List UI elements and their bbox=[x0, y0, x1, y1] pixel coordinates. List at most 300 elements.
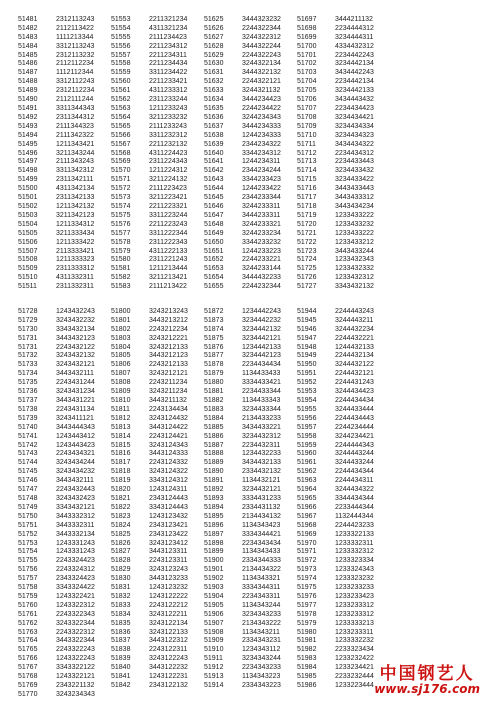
table-row bbox=[111, 307, 204, 316]
table-row bbox=[18, 149, 111, 158]
table-row bbox=[111, 396, 204, 405]
row-number: 51976 bbox=[297, 592, 317, 600]
row-value: 3434433221 bbox=[242, 423, 281, 431]
row-number: 51755 bbox=[18, 557, 38, 565]
row-number: 51751 bbox=[18, 521, 38, 529]
table-row bbox=[18, 166, 111, 175]
table-row bbox=[204, 175, 297, 184]
row-number: 51503 bbox=[18, 211, 38, 219]
table-row bbox=[297, 654, 390, 663]
table-row bbox=[18, 681, 111, 690]
row-number: 51486 bbox=[18, 60, 38, 68]
row-number: 51572 bbox=[111, 185, 131, 193]
row-number: 51809 bbox=[111, 388, 131, 396]
row-value: 3244233321 bbox=[242, 220, 281, 228]
table-row bbox=[204, 264, 297, 273]
row-number: 51640 bbox=[204, 149, 224, 157]
row-value: 1233332232 bbox=[335, 637, 374, 645]
row-number: 51581 bbox=[111, 265, 131, 273]
row-value: 4311233312 bbox=[149, 87, 188, 95]
table-row bbox=[18, 33, 111, 42]
row-number: 51562 bbox=[111, 96, 131, 104]
row-value: 3234343233 bbox=[242, 610, 281, 618]
table-row bbox=[18, 378, 111, 387]
row-number: 51643 bbox=[204, 176, 224, 184]
row-value: 2112112234 bbox=[56, 60, 94, 68]
table-row bbox=[111, 423, 204, 432]
row-number: 51508 bbox=[18, 256, 38, 264]
table-row bbox=[204, 343, 297, 352]
table-row bbox=[111, 352, 204, 361]
row-number: 51729 bbox=[18, 316, 38, 324]
row-value: 3334431233 bbox=[242, 494, 281, 502]
row-number: 51568 bbox=[111, 149, 131, 157]
row-value: 2244432134 bbox=[335, 352, 374, 360]
table-row bbox=[297, 423, 390, 432]
row-number: 51563 bbox=[111, 105, 131, 113]
table-row bbox=[297, 15, 390, 24]
table-row bbox=[111, 672, 204, 681]
table-column bbox=[111, 307, 204, 699]
row-number: 51699 bbox=[297, 33, 317, 41]
table-row bbox=[111, 387, 204, 396]
row-value: 2244322243 bbox=[242, 51, 281, 59]
row-value: 3211224132 bbox=[149, 176, 188, 184]
site-watermark bbox=[374, 663, 480, 697]
row-number: 51757 bbox=[18, 575, 38, 583]
row-number: 51639 bbox=[204, 140, 224, 148]
row-number: 51559 bbox=[111, 69, 131, 77]
table-column bbox=[204, 307, 297, 699]
row-number: 51743 bbox=[18, 450, 38, 458]
row-value: 1112112344 bbox=[56, 69, 94, 77]
row-number: 51718 bbox=[297, 202, 317, 210]
row-value: 3243432121 bbox=[56, 361, 95, 369]
row-value: 2111342322 bbox=[56, 131, 94, 139]
row-number: 51819 bbox=[111, 477, 131, 485]
row-value: 1233233233 bbox=[335, 584, 374, 592]
row-value: 3234434323 bbox=[335, 131, 374, 139]
table-row bbox=[297, 282, 390, 291]
row-number: 51505 bbox=[18, 229, 38, 237]
row-number: 51975 bbox=[297, 584, 317, 592]
row-number: 51570 bbox=[111, 167, 131, 175]
row-value: 3443432123 bbox=[56, 334, 95, 342]
row-number: 51701 bbox=[297, 51, 317, 59]
row-value: 3243122134 bbox=[149, 619, 188, 627]
table-row bbox=[18, 423, 111, 432]
row-number: 51582 bbox=[111, 274, 131, 282]
row-number: 51561 bbox=[111, 87, 131, 95]
row-value: 4311321234 bbox=[149, 24, 188, 32]
table-row bbox=[111, 166, 204, 175]
table-row bbox=[111, 149, 204, 158]
row-number: 51749 bbox=[18, 503, 38, 511]
row-value: 3244321132 bbox=[242, 87, 281, 95]
row-number: 51717 bbox=[297, 194, 317, 202]
row-number: 51965 bbox=[297, 494, 317, 502]
row-value: 3243411121 bbox=[56, 414, 94, 422]
table-row bbox=[297, 369, 390, 378]
table-row bbox=[297, 60, 390, 69]
row-value: 2234434312 bbox=[335, 149, 374, 157]
row-number: 51579 bbox=[111, 247, 131, 255]
row-value: 1233433212 bbox=[335, 238, 374, 246]
row-value: 3443213212 bbox=[149, 316, 188, 324]
row-value: 2111233243 bbox=[149, 122, 187, 130]
table-row bbox=[297, 122, 390, 131]
table-row bbox=[297, 325, 390, 334]
table-row bbox=[297, 211, 390, 220]
row-value: 3343322122 bbox=[56, 664, 95, 672]
row-number: 51700 bbox=[297, 42, 317, 50]
table-row bbox=[297, 273, 390, 282]
row-value: 3243432132 bbox=[56, 352, 95, 360]
row-number: 51816 bbox=[111, 450, 131, 458]
row-value: 2111344323 bbox=[56, 122, 94, 130]
row-number: 51713 bbox=[297, 158, 317, 166]
row-value: 3443434234 bbox=[335, 202, 374, 210]
row-value: 3444211132 bbox=[335, 15, 373, 23]
row-value: 3244443244 bbox=[335, 450, 374, 458]
table-column bbox=[111, 15, 204, 291]
row-number: 51894 bbox=[204, 503, 224, 511]
row-value: 3443433312 bbox=[335, 194, 374, 202]
row-number: 51746 bbox=[18, 477, 38, 485]
row-number: 51705 bbox=[297, 87, 317, 95]
table-row bbox=[111, 521, 204, 530]
row-value: 1233233423 bbox=[335, 592, 374, 600]
row-value: 3244233234 bbox=[242, 229, 281, 237]
row-number: 51709 bbox=[297, 122, 317, 130]
row-number: 51889 bbox=[204, 459, 224, 467]
table-column bbox=[204, 15, 297, 291]
row-number: 51824 bbox=[111, 521, 131, 529]
row-number: 51715 bbox=[297, 176, 317, 184]
table-row bbox=[204, 530, 297, 539]
row-number: 51481 bbox=[18, 15, 38, 23]
table-row bbox=[297, 574, 390, 583]
row-number: 51652 bbox=[204, 256, 224, 264]
table-row bbox=[204, 628, 297, 637]
table-row bbox=[18, 282, 111, 291]
table-row bbox=[18, 601, 111, 610]
table-row bbox=[297, 352, 390, 361]
table-row bbox=[111, 202, 204, 211]
row-value: 3234434334 bbox=[335, 122, 374, 130]
row-number: 51969 bbox=[297, 530, 317, 538]
table-row bbox=[18, 325, 111, 334]
table-row bbox=[18, 42, 111, 51]
row-value: 1134343244 bbox=[242, 601, 281, 609]
table-row bbox=[111, 229, 204, 238]
row-value: 1243322421 bbox=[56, 592, 95, 600]
row-number: 51558 bbox=[111, 60, 131, 68]
row-value: 4334432312 bbox=[335, 42, 374, 50]
row-number: 51977 bbox=[297, 601, 317, 609]
table-row bbox=[111, 360, 204, 369]
row-value: 1243322312 bbox=[56, 601, 95, 609]
row-value: 2243432443 bbox=[56, 486, 95, 494]
row-number: 51495 bbox=[18, 140, 38, 148]
row-value: 2244434311 bbox=[335, 477, 374, 485]
row-value: 2234343233 bbox=[242, 664, 281, 672]
row-value: 1134343423 bbox=[242, 521, 281, 529]
row-number: 51959 bbox=[297, 441, 317, 449]
row-number: 51727 bbox=[297, 283, 317, 291]
table-row bbox=[111, 628, 204, 637]
row-value: 3343124443 bbox=[149, 503, 188, 511]
row-number: 51637 bbox=[204, 122, 224, 130]
table-row bbox=[204, 158, 297, 167]
table-row bbox=[204, 193, 297, 202]
row-value: 1243122231 bbox=[149, 673, 188, 681]
table-row bbox=[204, 583, 297, 592]
row-value: 3443123233 bbox=[149, 575, 188, 583]
row-value: 2311221243 bbox=[149, 256, 188, 264]
table-row bbox=[18, 158, 111, 167]
row-value: 3311232312 bbox=[149, 131, 188, 139]
table-row bbox=[204, 592, 297, 601]
row-number: 51651 bbox=[204, 247, 224, 255]
table-row bbox=[111, 42, 204, 51]
row-value: 1134343433 bbox=[242, 548, 281, 556]
row-value: 1211343421 bbox=[56, 140, 95, 148]
row-number: 51707 bbox=[297, 105, 317, 113]
row-value: 1244234311 bbox=[242, 158, 281, 166]
row-number: 51488 bbox=[18, 78, 38, 86]
row-value: 2211223243 bbox=[149, 220, 188, 228]
row-value: 1132444344 bbox=[335, 512, 374, 520]
table-row bbox=[111, 140, 204, 149]
row-value: 1233233311 bbox=[335, 628, 374, 636]
row-number: 51963 bbox=[297, 477, 317, 485]
row-value: 1134343321 bbox=[242, 575, 281, 583]
row-value: 1211213444 bbox=[149, 265, 188, 273]
row-value: 1233332311 bbox=[335, 539, 374, 547]
row-value: 3243213243 bbox=[149, 307, 188, 315]
row-number: 51583 bbox=[111, 283, 131, 291]
table-row bbox=[204, 405, 297, 414]
row-number: 51756 bbox=[18, 566, 38, 574]
row-number: 51885 bbox=[204, 423, 224, 431]
row-number: 51945 bbox=[297, 316, 317, 324]
table-row bbox=[204, 432, 297, 441]
row-number: 51768 bbox=[18, 673, 38, 681]
row-number: 51710 bbox=[297, 131, 317, 139]
table-row bbox=[18, 583, 111, 592]
table-row bbox=[204, 654, 297, 663]
table-row bbox=[204, 334, 297, 343]
table-row bbox=[297, 193, 390, 202]
row-number: 51641 bbox=[204, 158, 224, 166]
table-row bbox=[204, 574, 297, 583]
row-value: 2343221132 bbox=[56, 682, 95, 690]
row-number: 51964 bbox=[297, 486, 317, 494]
row-value: 1211224312 bbox=[149, 167, 188, 175]
row-value: 2243123311 bbox=[149, 557, 188, 565]
table-row bbox=[297, 184, 390, 193]
row-value: 2243322343 bbox=[56, 610, 95, 618]
table-row bbox=[111, 282, 204, 291]
table-row bbox=[204, 556, 297, 565]
table-row bbox=[204, 316, 297, 325]
table-row bbox=[111, 539, 204, 548]
row-number: 51906 bbox=[204, 610, 224, 618]
row-value: 3243322344 bbox=[56, 619, 95, 627]
row-number: 51739 bbox=[18, 414, 38, 422]
row-value: 3244432234 bbox=[335, 325, 374, 333]
row-number: 51493 bbox=[18, 122, 38, 130]
table-row bbox=[18, 104, 111, 113]
row-value: 1211342132 bbox=[56, 202, 95, 210]
row-number: 51811 bbox=[111, 405, 130, 413]
row-value: 3443332312 bbox=[56, 512, 95, 520]
row-number: 51982 bbox=[297, 646, 317, 654]
row-number: 51833 bbox=[111, 601, 131, 609]
row-value: 3243122243 bbox=[149, 655, 188, 663]
row-number: 51879 bbox=[204, 370, 224, 378]
row-number: 51837 bbox=[111, 637, 131, 645]
row-number: 51712 bbox=[297, 149, 317, 157]
table-row bbox=[297, 476, 390, 485]
row-value: 1233233312 bbox=[335, 601, 374, 609]
row-value: 3443433443 bbox=[335, 185, 374, 193]
row-value: 3243124343 bbox=[149, 441, 188, 449]
row-value: 1211233243 bbox=[149, 105, 188, 113]
table-row bbox=[111, 77, 204, 86]
row-number: 51986 bbox=[297, 682, 317, 690]
table-row bbox=[297, 86, 390, 95]
row-number: 51738 bbox=[18, 405, 38, 413]
row-number: 51497 bbox=[18, 158, 38, 166]
row-value: 1233433222 bbox=[335, 211, 374, 219]
table-row bbox=[111, 476, 204, 485]
table-row bbox=[204, 672, 297, 681]
row-value: 2211234311 bbox=[149, 51, 187, 59]
row-value: 2244322121 bbox=[242, 78, 281, 86]
row-value: 1211333422 bbox=[56, 238, 95, 246]
row-value: 3443432111 bbox=[56, 477, 94, 485]
row-number: 51632 bbox=[204, 78, 224, 86]
row-number: 51808 bbox=[111, 379, 131, 387]
table-row bbox=[204, 503, 297, 512]
row-number: 51566 bbox=[111, 131, 131, 139]
table-row bbox=[204, 113, 297, 122]
row-value: 2111343243 bbox=[56, 158, 94, 166]
row-number: 51492 bbox=[18, 113, 38, 121]
table-row bbox=[111, 247, 204, 256]
row-number: 51650 bbox=[204, 238, 224, 246]
row-number: 51956 bbox=[297, 414, 317, 422]
row-number: 51567 bbox=[111, 140, 131, 148]
table-row bbox=[297, 158, 390, 167]
row-value: 1243122222 bbox=[149, 592, 188, 600]
row-number: 51740 bbox=[18, 423, 38, 431]
row-number: 51903 bbox=[204, 584, 224, 592]
row-value: 3243434232 bbox=[56, 468, 95, 476]
table-row bbox=[18, 68, 111, 77]
row-number: 51720 bbox=[297, 220, 317, 228]
row-value: 3343124312 bbox=[149, 477, 188, 485]
row-value: 3234444311 bbox=[335, 33, 374, 41]
row-number: 51814 bbox=[111, 432, 131, 440]
row-value: 2233232444 bbox=[335, 673, 374, 681]
table-row bbox=[204, 307, 297, 316]
table-row bbox=[111, 565, 204, 574]
table-row bbox=[18, 238, 111, 247]
table-row bbox=[204, 95, 297, 104]
row-value: 2211321234 bbox=[149, 15, 188, 23]
row-number: 51507 bbox=[18, 247, 38, 255]
table-row bbox=[18, 360, 111, 369]
table-row bbox=[204, 521, 297, 530]
row-value: 3343324422 bbox=[56, 584, 95, 592]
row-value: 3243122211 bbox=[149, 610, 188, 618]
row-number: 51565 bbox=[111, 122, 131, 130]
table-row bbox=[111, 60, 204, 69]
row-number: 51901 bbox=[204, 566, 224, 574]
table-row bbox=[18, 405, 111, 414]
row-value: 2234343311 bbox=[242, 592, 281, 600]
row-number: 51891 bbox=[204, 477, 224, 485]
row-number: 51498 bbox=[18, 167, 38, 175]
row-number: 51732 bbox=[18, 352, 38, 360]
row-value: 1244233223 bbox=[242, 247, 281, 255]
row-value: 3234343244 bbox=[242, 655, 281, 663]
table-row bbox=[111, 220, 204, 229]
row-value: 2134433233 bbox=[242, 414, 281, 422]
row-number: 51625 bbox=[204, 15, 224, 23]
row-value: 3243124322 bbox=[149, 468, 188, 476]
row-number: 51905 bbox=[204, 601, 224, 609]
row-value: 3211343244 bbox=[56, 149, 95, 157]
table-row bbox=[297, 51, 390, 60]
watermark-url: www.sj176.com bbox=[374, 682, 480, 697]
row-value: 3443444343 bbox=[56, 423, 95, 431]
table-row bbox=[111, 334, 204, 343]
table-row bbox=[111, 583, 204, 592]
row-number: 51950 bbox=[297, 361, 317, 369]
row-number: 51972 bbox=[297, 557, 317, 565]
table-row bbox=[297, 166, 390, 175]
table-row bbox=[111, 33, 204, 42]
row-value: 1233432332 bbox=[335, 265, 374, 273]
row-number: 51951 bbox=[297, 370, 317, 378]
row-number: 51884 bbox=[204, 414, 224, 422]
row-number: 51634 bbox=[204, 96, 224, 104]
table-row bbox=[18, 690, 111, 699]
row-number: 51630 bbox=[204, 60, 224, 68]
row-number: 51748 bbox=[18, 494, 38, 502]
table-row bbox=[111, 131, 204, 140]
table-row bbox=[204, 387, 297, 396]
row-value: 2311233244 bbox=[149, 96, 188, 104]
row-number: 51909 bbox=[204, 637, 224, 645]
table-row bbox=[111, 238, 204, 247]
row-number: 51576 bbox=[111, 220, 131, 228]
row-value: 3311222344 bbox=[149, 229, 188, 237]
row-value: 2234343434 bbox=[242, 539, 281, 547]
row-value: 2343122132 bbox=[149, 682, 188, 690]
table-row bbox=[111, 530, 204, 539]
row-number: 51719 bbox=[297, 211, 317, 219]
row-number: 51765 bbox=[18, 646, 38, 654]
table-row bbox=[204, 149, 297, 158]
row-value: 2211234434 bbox=[149, 60, 188, 68]
row-value: 3244434322 bbox=[335, 486, 374, 494]
row-value: 1211334312 bbox=[56, 220, 95, 228]
